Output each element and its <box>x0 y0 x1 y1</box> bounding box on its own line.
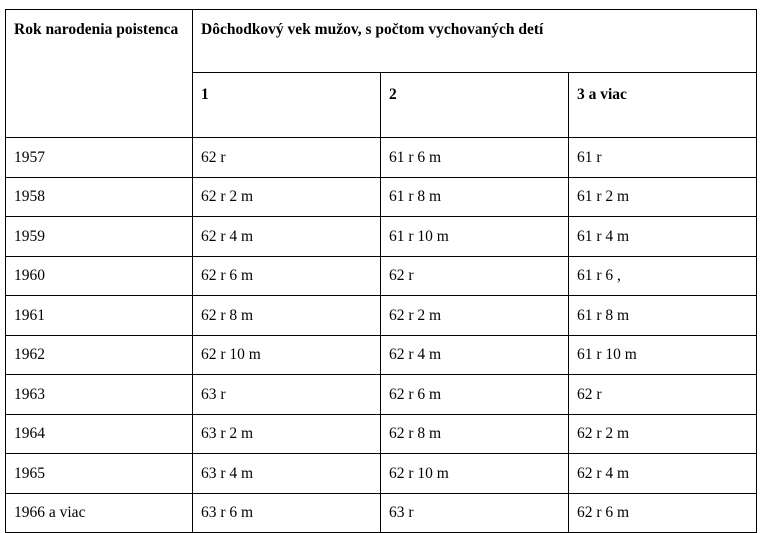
birth-year-cell: 1959 <box>6 217 193 257</box>
age-cell-1-child: 63 r 2 m <box>193 414 381 454</box>
age-cell-3plus-children: 62 r 2 m <box>569 414 757 454</box>
age-cell-2-children: 61 r 6 m <box>381 138 569 178</box>
age-cell-1-child: 63 r <box>193 375 381 415</box>
table-row <box>6 256 757 296</box>
age-cell-2-children: 62 r 6 m <box>381 375 569 415</box>
age-cell-3plus-children: 62 r 4 m <box>569 454 757 494</box>
table-row <box>6 414 757 454</box>
birth-year-cell: 1965 <box>6 454 193 494</box>
retirement-age-table <box>5 9 757 533</box>
age-cell-1-child: 62 r 10 m <box>193 335 381 375</box>
age-cell-2-children: 61 r 10 m <box>381 217 569 257</box>
age-cell-3plus-children: 61 r 8 m <box>569 296 757 336</box>
age-cell-2-children: 62 r 4 m <box>381 335 569 375</box>
table-row <box>6 217 757 257</box>
retirement-age-group-header: Dôchodkový vek mužov, s počtom vychovaných detí <box>193 10 757 73</box>
age-cell-1-child: 62 r <box>193 138 381 178</box>
age-cell-1-child: 62 r 6 m <box>193 256 381 296</box>
age-cell-2-children: 62 r 2 m <box>381 296 569 336</box>
birth-year-cell: 1958 <box>6 177 193 217</box>
age-cell-3plus-children: 61 r 2 m <box>569 177 757 217</box>
birth-year-cell: 1961 <box>6 296 193 336</box>
age-cell-3plus-children: 62 r <box>569 375 757 415</box>
age-cell-3plus-children: 61 r 4 m <box>569 217 757 257</box>
table-row <box>6 296 757 336</box>
table-row <box>6 493 757 533</box>
birth-year-cell: 1957 <box>6 138 193 178</box>
age-cell-1-child: 63 r 6 m <box>193 493 381 533</box>
children-count-header-1: 1 <box>193 73 381 138</box>
children-count-header-3: 3 a viac <box>569 73 757 138</box>
table-row <box>6 454 757 494</box>
age-cell-1-child: 62 r 8 m <box>193 296 381 336</box>
birth-year-cell: 1960 <box>6 256 193 296</box>
age-cell-3plus-children: 62 r 6 m <box>569 493 757 533</box>
age-cell-3plus-children: 61 r 6 , <box>569 256 757 296</box>
children-count-header-2: 2 <box>381 73 569 138</box>
age-cell-1-child: 63 r 4 m <box>193 454 381 494</box>
birth-year-cell: 1964 <box>6 414 193 454</box>
age-cell-3plus-children: 61 r <box>569 138 757 178</box>
birth-year-header: Rok narodenia poistenca <box>6 10 193 138</box>
age-cell-1-child: 62 r 2 m <box>193 177 381 217</box>
age-cell-2-children: 62 r <box>381 256 569 296</box>
age-cell-2-children: 63 r <box>381 493 569 533</box>
table-row <box>6 335 757 375</box>
table-row <box>6 177 757 217</box>
age-cell-2-children: 62 r 10 m <box>381 454 569 494</box>
age-cell-2-children: 62 r 8 m <box>381 414 569 454</box>
table-body <box>6 138 757 533</box>
header-row-group <box>6 10 757 73</box>
table-row <box>6 375 757 415</box>
birth-year-cell: 1963 <box>6 375 193 415</box>
age-cell-2-children: 61 r 8 m <box>381 177 569 217</box>
table-row <box>6 138 757 178</box>
birth-year-cell: 1962 <box>6 335 193 375</box>
age-cell-1-child: 62 r 4 m <box>193 217 381 257</box>
birth-year-cell: 1966 a viac <box>6 493 193 533</box>
age-cell-3plus-children: 61 r 10 m <box>569 335 757 375</box>
